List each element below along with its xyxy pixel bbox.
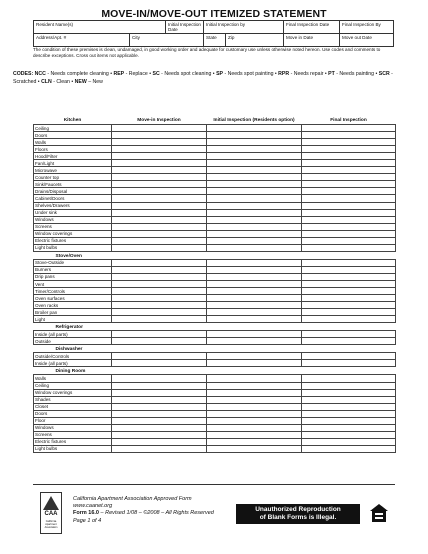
item-label: Outside xyxy=(34,338,112,345)
logo-text: CAA xyxy=(44,511,58,517)
final-cell[interactable] xyxy=(302,153,396,160)
final-cell[interactable] xyxy=(302,216,396,223)
item-label: Shades xyxy=(34,396,112,403)
code-abbr: CLN xyxy=(41,79,52,85)
inspection-table xyxy=(33,113,396,453)
table-row xyxy=(34,309,396,316)
codes-separator: • xyxy=(108,71,114,77)
section-spacer xyxy=(112,251,396,259)
item-label: Shelves/Drawers xyxy=(34,202,112,209)
code-abbr: REP xyxy=(113,71,125,77)
zip-field[interactable]: Zip xyxy=(226,34,284,47)
section-title: Refrigerator xyxy=(55,325,83,331)
item-label: Drains/Disposal xyxy=(34,188,112,195)
initial-cell[interactable] xyxy=(207,309,302,316)
table-row xyxy=(34,273,396,280)
table-row xyxy=(34,216,396,223)
codes-list xyxy=(13,71,393,85)
move-in-cell[interactable] xyxy=(112,244,207,251)
code-desc: - Needs complete cleaning xyxy=(47,71,109,77)
final-cell[interactable] xyxy=(302,431,396,438)
item-label: Counter top xyxy=(34,174,112,181)
table-row xyxy=(34,181,396,188)
initial-cell[interactable] xyxy=(207,160,302,167)
item-label: Walls xyxy=(34,139,112,146)
code-abbr: SC xyxy=(152,71,160,77)
column-header-col3: Initial Inspection (Residents option) xyxy=(213,118,295,123)
move-in-cell[interactable] xyxy=(112,424,207,431)
section-spacer xyxy=(112,345,396,353)
initial-cell[interactable] xyxy=(207,338,302,345)
section-title: Dishwasher xyxy=(55,347,83,353)
section-header-row xyxy=(34,367,396,375)
section-header-row xyxy=(34,251,396,259)
initial-cell[interactable] xyxy=(207,316,302,323)
item-label: Screens xyxy=(34,223,112,230)
final-cell[interactable] xyxy=(302,146,396,153)
item-label: Sink/Faucets xyxy=(34,181,112,188)
table-row xyxy=(34,382,396,389)
table-row xyxy=(34,445,396,452)
final-cell[interactable] xyxy=(302,259,396,266)
initial-cell[interactable] xyxy=(207,125,302,132)
move-in-cell[interactable] xyxy=(112,280,207,287)
item-label: Closet xyxy=(34,403,112,410)
table-row xyxy=(34,230,396,237)
caa-logo xyxy=(40,492,62,534)
item-label: Under sink xyxy=(34,209,112,216)
final-cell[interactable] xyxy=(302,309,396,316)
table-row xyxy=(34,160,396,167)
section-spacer xyxy=(112,323,396,331)
move-in-cell[interactable] xyxy=(112,230,207,237)
item-label: Timer/Controls xyxy=(34,288,112,295)
final-cell[interactable] xyxy=(302,417,396,424)
move-in-cell[interactable] xyxy=(112,202,207,209)
initial-cell[interactable] xyxy=(207,244,302,251)
initial-cell[interactable] xyxy=(207,237,302,244)
final-cell[interactable] xyxy=(302,403,396,410)
initial-cell[interactable] xyxy=(207,216,302,223)
table-row xyxy=(34,331,396,338)
final-cell[interactable] xyxy=(302,209,396,216)
final-cell[interactable] xyxy=(302,338,396,345)
table-row xyxy=(34,302,396,309)
table-row xyxy=(34,266,396,273)
final-cell[interactable] xyxy=(302,244,396,251)
move-out-date-field[interactable]: Move out Date xyxy=(340,34,394,47)
logo-subtext: California Apartment Association xyxy=(44,520,58,529)
final-cell[interactable] xyxy=(302,331,396,338)
initial-cell[interactable] xyxy=(207,223,302,230)
footer-line3 xyxy=(73,510,214,517)
resident-name-field[interactable]: Resident Name(s) xyxy=(34,21,166,34)
table-row xyxy=(34,316,396,323)
table-row xyxy=(34,353,396,360)
logo-triangle-icon xyxy=(43,496,59,510)
move-in-cell[interactable] xyxy=(112,309,207,316)
section-header-row xyxy=(34,345,396,353)
table-row xyxy=(34,188,396,195)
codes-separator: • xyxy=(69,79,75,85)
initial-cell[interactable] xyxy=(207,403,302,410)
item-label: Ceiling xyxy=(34,125,112,132)
code-abbr: SCR xyxy=(378,71,390,77)
initial-cell[interactable] xyxy=(207,302,302,309)
initial-cell[interactable] xyxy=(207,331,302,338)
initial-cell[interactable] xyxy=(207,410,302,417)
initial-cell[interactable] xyxy=(207,431,302,438)
initial-cell[interactable] xyxy=(207,153,302,160)
code-abbr: PT xyxy=(328,71,335,77)
table-row xyxy=(34,259,396,266)
move-in-cell[interactable] xyxy=(112,153,207,160)
move-in-cell[interactable] xyxy=(112,174,207,181)
item-label: Light bulbs xyxy=(34,244,112,251)
final-cell[interactable] xyxy=(302,295,396,302)
initial-cell[interactable] xyxy=(207,353,302,360)
table-row xyxy=(34,209,396,216)
final-cell[interactable] xyxy=(302,181,396,188)
conditions-text: The condition of these premises is clean, undamaged, in good working order and adequate for customary use unless otherwise noted hereon. Use codes and comments to describe exceptions. Cross out items not applicable. xyxy=(33,47,381,58)
initial-cell[interactable] xyxy=(207,202,302,209)
form-number: Form 16.0 xyxy=(73,510,99,517)
codes-separator: • xyxy=(323,71,329,77)
item-label: Vent xyxy=(34,280,112,287)
table-row xyxy=(34,202,396,209)
move-in-cell[interactable] xyxy=(112,188,207,195)
move-in-cell[interactable] xyxy=(112,331,207,338)
code-desc: - Needs repair xyxy=(290,71,324,77)
item-label: Cabinet/Doors xyxy=(34,195,112,202)
move-in-cell[interactable] xyxy=(112,353,207,360)
initial-cell[interactable] xyxy=(207,266,302,273)
item-label: Oven racks xyxy=(34,302,112,309)
initial-cell[interactable] xyxy=(207,188,302,195)
footer-line2: www.caanet.org xyxy=(73,503,113,510)
item-label: Light bulbs xyxy=(34,445,112,452)
table-row xyxy=(34,431,396,438)
table-row xyxy=(34,223,396,230)
code-abbr: RPR xyxy=(278,71,290,77)
move-in-cell[interactable] xyxy=(112,382,207,389)
initial-cell[interactable] xyxy=(207,139,302,146)
final-cell[interactable] xyxy=(302,410,396,417)
codes-label: CODES: xyxy=(13,71,34,77)
move-in-cell[interactable] xyxy=(112,181,207,188)
table-row xyxy=(34,438,396,445)
move-in-cell[interactable] xyxy=(112,302,207,309)
item-label: Broiler pan xyxy=(34,309,112,316)
final-cell[interactable] xyxy=(302,353,396,360)
initial-inspection-date-field[interactable]: Initial Inspection Date xyxy=(166,21,204,34)
final-cell[interactable] xyxy=(302,174,396,181)
initial-cell[interactable] xyxy=(207,230,302,237)
reproduction-warning-badge xyxy=(236,504,360,524)
city-field[interactable]: City xyxy=(130,34,204,47)
footer-divider xyxy=(33,484,395,485)
table-row xyxy=(34,153,396,160)
initial-cell[interactable] xyxy=(207,295,302,302)
code-desc: - Scratched xyxy=(13,71,393,85)
codes-legend xyxy=(13,70,413,86)
move-in-cell[interactable] xyxy=(112,438,207,445)
item-label: Drip pans xyxy=(34,273,112,280)
table-row xyxy=(34,403,396,410)
table-row xyxy=(34,389,396,396)
item-label: Window coverings xyxy=(34,389,112,396)
initial-cell[interactable] xyxy=(207,375,302,382)
item-label: Burners xyxy=(34,266,112,273)
table-row xyxy=(34,396,396,403)
final-cell[interactable] xyxy=(302,382,396,389)
column-header-col2: Move-in Inspection xyxy=(137,118,181,123)
section-header-row xyxy=(34,323,396,331)
final-cell[interactable] xyxy=(302,237,396,244)
table-row xyxy=(34,375,396,382)
final-cell[interactable] xyxy=(302,139,396,146)
move-in-date-field[interactable]: Move in Date xyxy=(284,34,340,47)
table-row xyxy=(34,360,396,367)
item-label: Inside (all parts) xyxy=(34,360,112,367)
table-row xyxy=(34,424,396,431)
final-inspection-date-field[interactable]: Final Inspection Date xyxy=(284,21,340,34)
move-in-cell[interactable] xyxy=(112,410,207,417)
codes-separator: • xyxy=(273,71,279,77)
item-label: Microwave xyxy=(34,167,112,174)
item-label: Doors xyxy=(34,132,112,139)
move-in-cell[interactable] xyxy=(112,195,207,202)
initial-cell[interactable] xyxy=(207,438,302,445)
move-in-cell[interactable] xyxy=(112,209,207,216)
item-label: Screens xyxy=(34,431,112,438)
move-in-cell[interactable] xyxy=(112,288,207,295)
initial-cell[interactable] xyxy=(207,209,302,216)
initial-cell[interactable] xyxy=(207,445,302,452)
move-in-cell[interactable] xyxy=(112,273,207,280)
table-row xyxy=(34,174,396,181)
item-label: Floor xyxy=(34,417,112,424)
table-row xyxy=(34,146,396,153)
initial-cell[interactable] xyxy=(207,181,302,188)
item-label: Walls xyxy=(34,375,112,382)
move-in-cell[interactable] xyxy=(112,146,207,153)
footer-line1: California Apartment Association Approved Form xyxy=(73,496,192,502)
column-header-row xyxy=(34,113,396,125)
final-cell[interactable] xyxy=(302,223,396,230)
codes-separator: • xyxy=(211,71,217,77)
code-desc: - Clean xyxy=(53,79,70,85)
final-cell[interactable] xyxy=(302,195,396,202)
move-in-cell[interactable] xyxy=(112,266,207,273)
equal-housing-icon xyxy=(368,502,390,524)
final-cell[interactable] xyxy=(302,438,396,445)
initial-cell[interactable] xyxy=(207,167,302,174)
codes-separator: • xyxy=(374,71,379,77)
final-cell[interactable] xyxy=(302,273,396,280)
move-in-cell[interactable] xyxy=(112,259,207,266)
move-in-cell[interactable] xyxy=(112,417,207,424)
final-cell[interactable] xyxy=(302,375,396,382)
initial-cell[interactable] xyxy=(207,132,302,139)
initial-cell[interactable] xyxy=(207,288,302,295)
column-header-col4: Final Inspection xyxy=(330,118,367,123)
code-desc: - Replace xyxy=(125,71,148,77)
page-number: Page 1 of 4 xyxy=(73,517,102,524)
page-title: MOVE-IN/MOVE-OUT ITEMIZED STATEMENT xyxy=(101,8,327,20)
code-desc: - Needs spot painting xyxy=(224,71,274,77)
table-row xyxy=(34,237,396,244)
final-cell[interactable] xyxy=(302,360,396,367)
code-abbr: NEW xyxy=(74,79,87,85)
final-cell[interactable] xyxy=(302,316,396,323)
initial-cell[interactable] xyxy=(207,417,302,424)
move-in-cell[interactable] xyxy=(112,360,207,367)
move-in-cell[interactable] xyxy=(112,125,207,132)
final-cell[interactable] xyxy=(302,389,396,396)
initial-cell[interactable] xyxy=(207,389,302,396)
final-cell[interactable] xyxy=(302,188,396,195)
move-in-cell[interactable] xyxy=(112,396,207,403)
move-in-cell[interactable] xyxy=(112,160,207,167)
item-label: Electric fixtures xyxy=(34,237,112,244)
initial-cell[interactable] xyxy=(207,360,302,367)
final-cell[interactable] xyxy=(302,132,396,139)
item-label: Ceiling xyxy=(34,382,112,389)
table-row xyxy=(34,167,396,174)
final-inspection-by-field[interactable]: Final Inspection By xyxy=(340,21,394,34)
footer-text xyxy=(73,496,214,525)
final-cell[interactable] xyxy=(302,202,396,209)
move-in-cell[interactable] xyxy=(112,375,207,382)
item-label: Inside (all parts) xyxy=(34,331,112,338)
final-cell[interactable] xyxy=(302,288,396,295)
move-in-cell[interactable] xyxy=(112,316,207,323)
item-label: Windows xyxy=(34,424,112,431)
item-label: Outside/Controls xyxy=(34,353,112,360)
code-desc: - Needs painting xyxy=(336,71,375,77)
code-abbr: NCC xyxy=(34,71,46,77)
code-desc: – New xyxy=(88,79,103,85)
initial-cell[interactable] xyxy=(207,396,302,403)
table-row xyxy=(34,244,396,251)
final-cell[interactable] xyxy=(302,230,396,237)
table-row xyxy=(34,410,396,417)
initial-cell[interactable] xyxy=(207,280,302,287)
item-label: Oven surfaces xyxy=(34,295,112,302)
table-row xyxy=(34,195,396,202)
move-in-cell[interactable] xyxy=(112,216,207,223)
move-in-cell[interactable] xyxy=(112,223,207,230)
final-cell[interactable] xyxy=(302,160,396,167)
final-cell[interactable] xyxy=(302,302,396,309)
section-title: Stove/Oven xyxy=(55,253,82,259)
table-row xyxy=(34,125,396,132)
table-row xyxy=(34,280,396,287)
move-in-cell[interactable] xyxy=(112,167,207,174)
move-in-cell[interactable] xyxy=(112,338,207,345)
final-cell[interactable] xyxy=(302,167,396,174)
item-label: Hood/Filter xyxy=(34,153,112,160)
table-row xyxy=(34,417,396,424)
final-cell[interactable] xyxy=(302,424,396,431)
initial-cell[interactable] xyxy=(207,259,302,266)
move-in-cell[interactable] xyxy=(112,132,207,139)
item-label: Floors xyxy=(34,146,112,153)
move-in-cell[interactable] xyxy=(112,139,207,146)
state-field[interactable]: State xyxy=(204,34,226,47)
address-field[interactable]: Address/Apt. # xyxy=(34,34,130,47)
move-in-cell[interactable] xyxy=(112,295,207,302)
table-row xyxy=(34,139,396,146)
table-row xyxy=(34,288,396,295)
codes-separator: • xyxy=(147,71,153,77)
item-label: Windows xyxy=(34,216,112,223)
section-spacer xyxy=(112,367,396,375)
move-in-cell[interactable] xyxy=(112,445,207,452)
move-in-cell[interactable] xyxy=(112,389,207,396)
move-in-cell[interactable] xyxy=(112,431,207,438)
initial-inspection-by-field[interactable]: Initial Inspection by xyxy=(204,21,284,34)
table-row xyxy=(34,295,396,302)
item-label: Window coverings xyxy=(34,230,112,237)
initial-cell[interactable] xyxy=(207,273,302,280)
badge-line1: Unauthorized Reproduction xyxy=(255,506,341,513)
initial-cell[interactable] xyxy=(207,146,302,153)
item-label: Light xyxy=(34,316,112,323)
move-in-cell[interactable] xyxy=(112,403,207,410)
item-label: Doors xyxy=(34,410,112,417)
final-cell[interactable] xyxy=(302,125,396,132)
final-cell[interactable] xyxy=(302,396,396,403)
move-in-cell[interactable] xyxy=(112,237,207,244)
final-cell[interactable] xyxy=(302,266,396,273)
section-title: Dining Room xyxy=(55,369,86,375)
table-row xyxy=(34,338,396,345)
form-revision: – Revised 1/08 – ©2008 – All Rights Reserved xyxy=(98,510,214,517)
final-cell[interactable] xyxy=(302,445,396,452)
initial-cell[interactable] xyxy=(207,195,302,202)
item-label: Fan/Light xyxy=(34,160,112,167)
initial-cell[interactable] xyxy=(207,382,302,389)
initial-cell[interactable] xyxy=(207,424,302,431)
codes-separator: • xyxy=(36,79,42,85)
column-header-col1: Kitchen xyxy=(63,118,82,123)
code-desc: - Needs spot cleaning xyxy=(161,71,212,77)
initial-cell[interactable] xyxy=(207,174,302,181)
table-row xyxy=(34,132,396,139)
badge-line2: of Blank Forms is Illegal. xyxy=(259,514,337,521)
final-cell[interactable] xyxy=(302,280,396,287)
item-label: Electric fixtures xyxy=(34,438,112,445)
item-label: Stove-Outside xyxy=(34,259,112,266)
code-abbr: SP xyxy=(216,71,223,77)
header-table xyxy=(33,20,394,47)
